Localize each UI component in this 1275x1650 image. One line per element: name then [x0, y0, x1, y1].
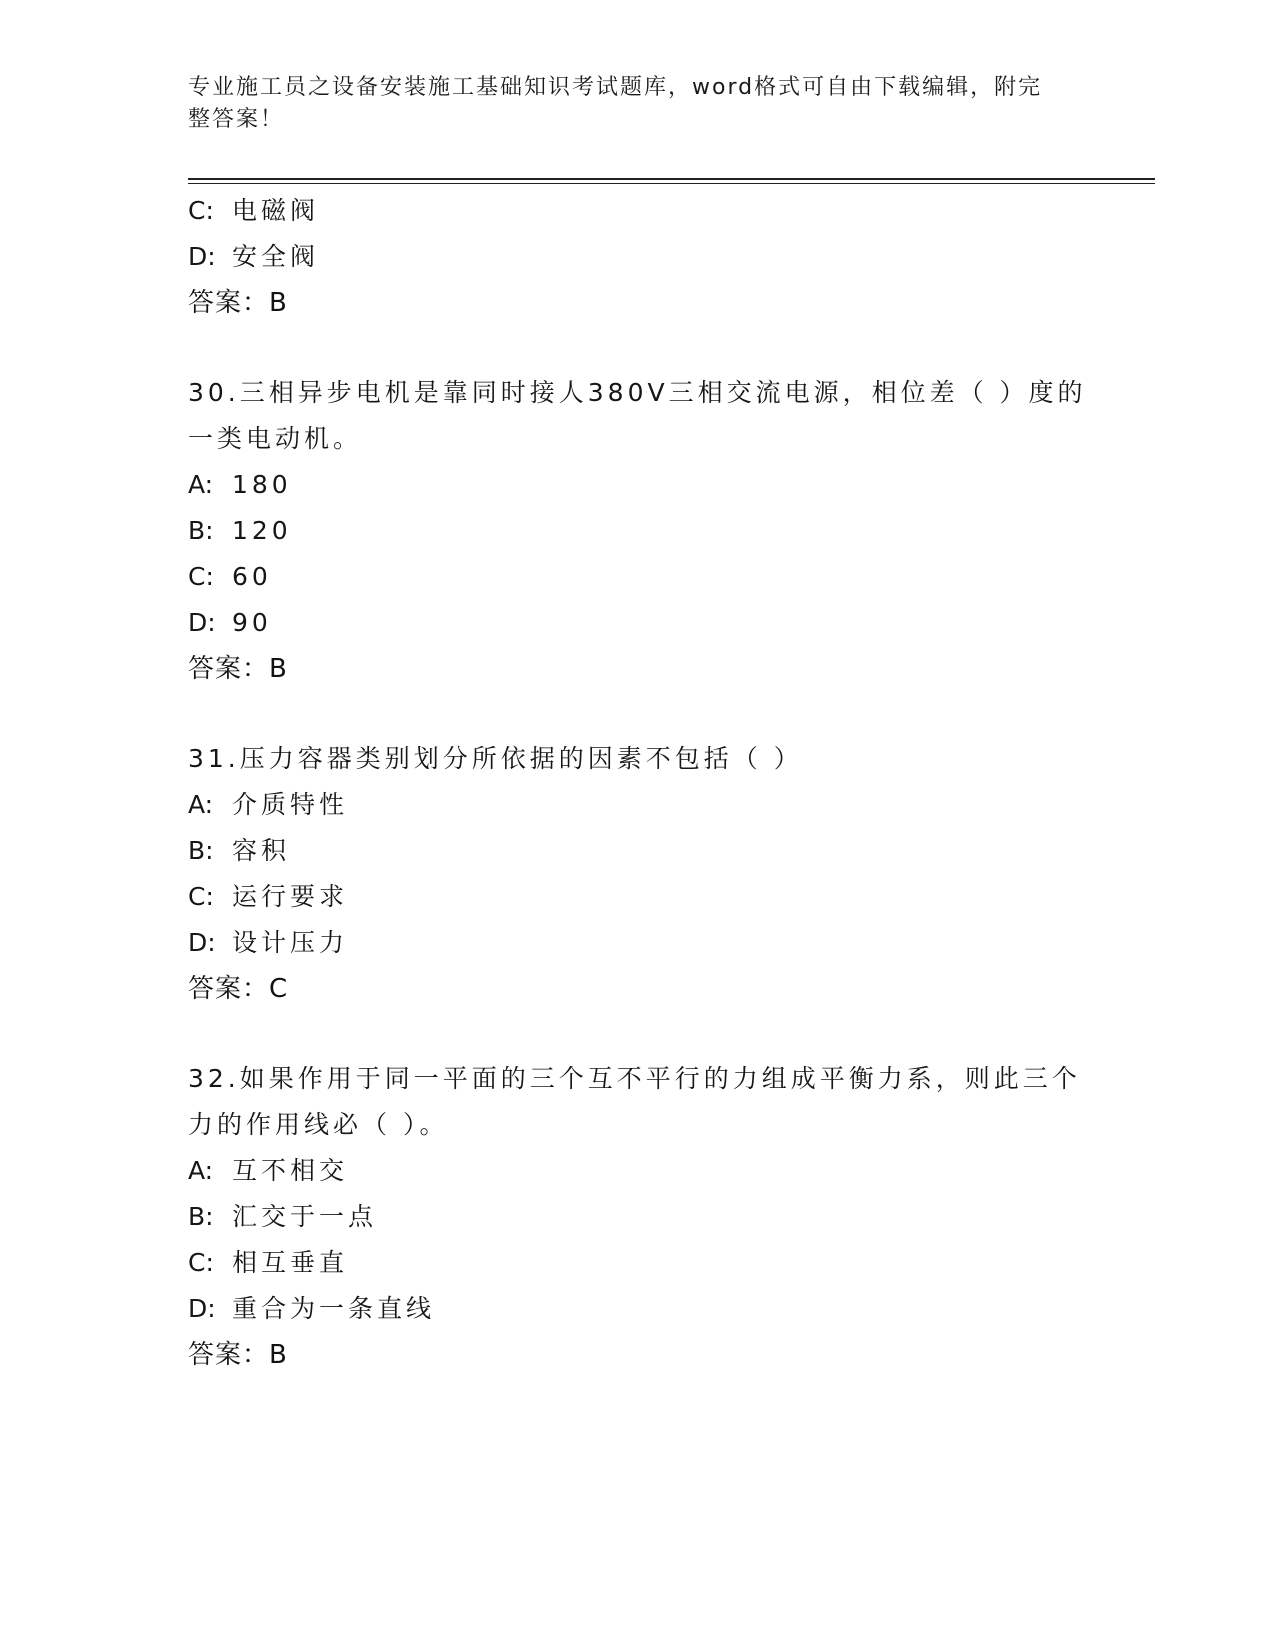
option-text: 60 — [232, 562, 272, 591]
prev-question-block — [188, 188, 1088, 326]
header-line-1: 专业施工员之设备安装施工基础知识考试题库，word格式可自由下载编辑，附完 — [188, 75, 1043, 100]
option-a — [188, 1148, 1088, 1194]
option-key: A: — [188, 470, 214, 499]
option-text: 120 — [232, 516, 292, 545]
option-text: 设计压力 — [232, 928, 349, 957]
header-divider-thick — [188, 178, 1155, 180]
option-key: B: — [188, 1202, 214, 1231]
option-b — [188, 828, 1088, 874]
option-d — [188, 234, 1088, 280]
header-divider-thin — [188, 183, 1155, 184]
option-text: 容积 — [232, 836, 291, 865]
question-32 — [188, 1056, 1088, 1378]
header-line-2: 整答案！ — [188, 107, 285, 132]
option-c — [188, 554, 1088, 600]
option-key: D: — [188, 928, 216, 957]
option-key: B: — [188, 836, 214, 865]
option-key: C: — [188, 1248, 214, 1277]
option-text: 运行要求 — [232, 882, 349, 911]
question-stem: 32.如果作用于同一平面的三个互不平行的力组成平衡力系，则此三个 — [188, 1064, 1081, 1093]
question-list — [188, 188, 1088, 1378]
question-31 — [188, 736, 1088, 1012]
option-text: 互不相交 — [232, 1156, 349, 1185]
answer-line: 答案：B — [188, 288, 288, 318]
answer-line: 答案：B — [188, 654, 288, 684]
option-key: D: — [188, 1294, 216, 1323]
option-d — [188, 920, 1088, 966]
option-key: C: — [188, 882, 214, 911]
option-text: 汇交于一点 — [232, 1202, 378, 1231]
option-d — [188, 1286, 1088, 1332]
option-a — [188, 462, 1088, 508]
question-stem: 30.三相异步电机是靠同时接人380V三相交流电源，相位差（ ）度的 — [188, 378, 1087, 407]
option-a — [188, 782, 1088, 828]
option-text: 相互垂直 — [232, 1248, 349, 1277]
option-text: 安全阀 — [232, 242, 320, 271]
spacer — [188, 326, 1088, 370]
document-header — [188, 72, 1068, 136]
option-text: 介质特性 — [232, 790, 349, 819]
spacer — [188, 1012, 1088, 1056]
option-key: D: — [188, 608, 216, 637]
option-c — [188, 188, 1088, 234]
option-text: 重合为一条直线 — [232, 1294, 436, 1323]
option-key: C: — [188, 196, 214, 225]
option-b — [188, 1194, 1088, 1240]
answer-line: 答案：B — [188, 1340, 288, 1370]
option-key: C: — [188, 562, 214, 591]
question-stem: 31.压力容器类别划分所依据的因素不包括（ ） — [188, 744, 803, 773]
question-30 — [188, 370, 1088, 692]
option-text: 90 — [232, 608, 272, 637]
option-key: B: — [188, 516, 214, 545]
option-key: D: — [188, 242, 216, 271]
question-stem: 力的作用线必（ ）。 — [188, 1110, 449, 1139]
option-c — [188, 874, 1088, 920]
option-key: A: — [188, 790, 214, 819]
option-b — [188, 508, 1088, 554]
option-key: A: — [188, 1156, 214, 1185]
spacer — [188, 692, 1088, 736]
question-stem: 一类电动机。 — [188, 424, 363, 453]
answer-line: 答案：C — [188, 974, 289, 1004]
option-text: 电磁阀 — [232, 196, 320, 225]
option-text: 180 — [232, 470, 292, 499]
option-d — [188, 600, 1088, 646]
option-c — [188, 1240, 1088, 1286]
